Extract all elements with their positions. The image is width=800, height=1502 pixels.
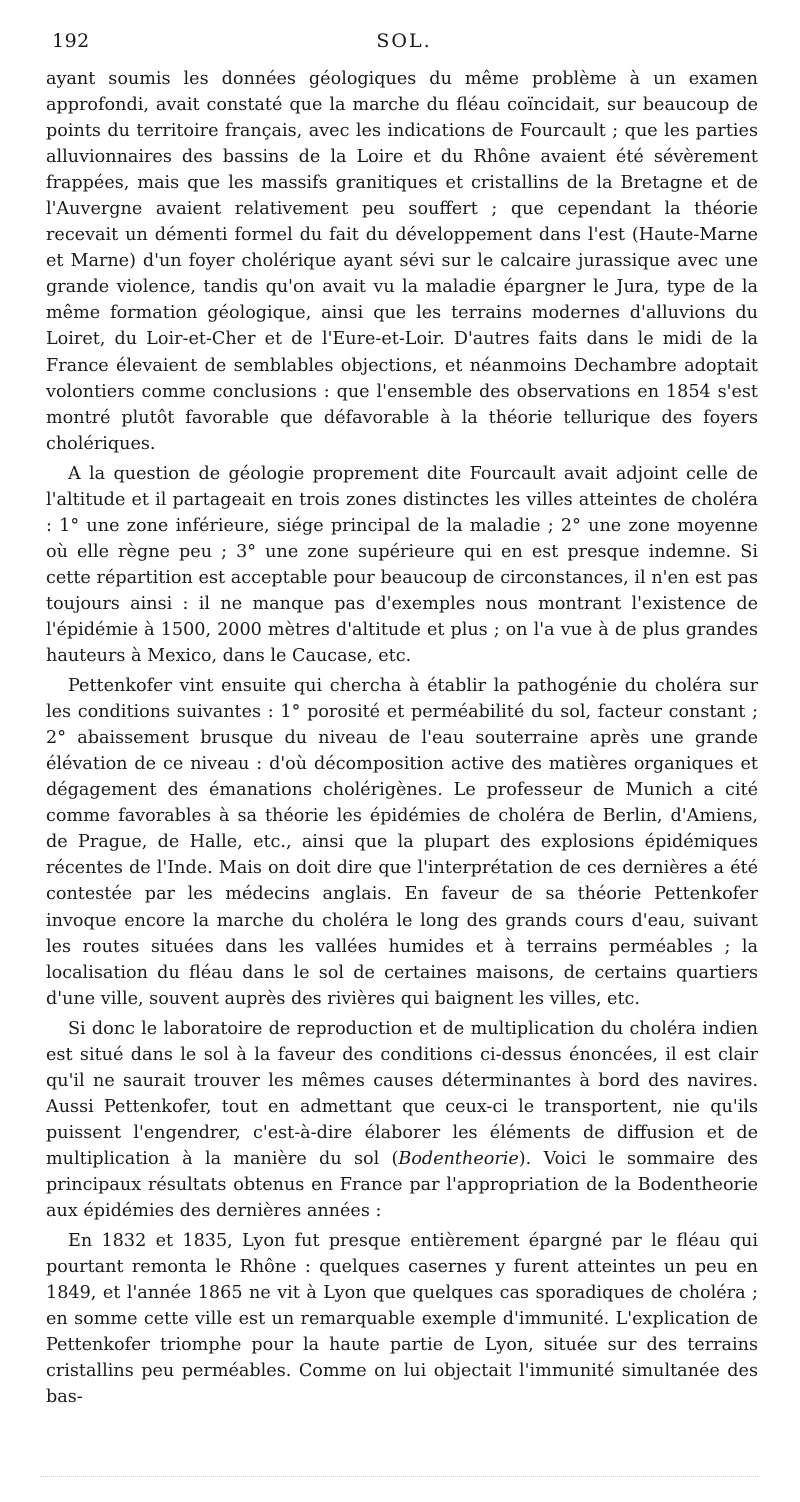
paragraph-altitude: A la question de géologie proprement dite Fourcault avait adjoint celle de l'altitude et il partageait en trois zones distinctes les villes atteintes de choléra : 1° une zone inférieure, siége principal de la maladie ; 2° une zone moyenne où elle règne peu ; 3° une zone supérieure qui en est presque indemne. Si cette répartition est acceptable pour beaucoup de circonstances, il n'en est pas toujours ainsi : il ne manque pas d'exemples nous montrant l'existence de l'épidémie à 1500, 2000 mètres d'altitude et plus ; on l'a vue à de plus grandes hauteurs à Mexico, dans le Caucase, etc. [46, 463, 758, 667]
paragraph-continuation: ayant soumis les données géologiques du même problème à un examen approfondi, avait constaté que la marche du fléau coïncidait, sur beaucoup de points du territoire français, avec les indications de Fourcault ; que les parties alluvionnaires des bassins de la Loire et du Rhône avaient été sévèrement frappées, mais que les massifs granitiques et cristallins de la Bretagne et de l'Auvergne avaient relativement peu souffert ; que cependant la théorie recevait un démenti formel du fait du développement dans l'est (Haute-Marne et Marne) d'un foyer cholérique ayant sévi sur le calcaire jurassique avec une grande violence, tandis qu'on avait vu la maladie épargner le Jura, type de la même formation géologique, ainsi que les terrains modernes d'alluvions du Loiret, du Loir-et-Cher et de l'Eure-et-Loir. D'autres faits dans le midi de la France élevaient de semblables objections, et néanmoins Dechambre adoptait volontiers comme conclusions : que l'ensemble des observations en 1854 s'est montré plutôt favorable que défavorable à la théorie tellurique des foyers cholériques. [46, 69, 758, 454]
running-title: SOL. [376, 30, 432, 52]
paragraph-text-after: ). Voici le sommaire des principaux résultats obtenus en France par l'appropriation de la Bodentheorie aux épidémies des dernières années : [46, 1148, 758, 1222]
paragraph-text-before: Si donc le laboratoire de reproduction et de multiplication du choléra indien est situé dans le sol à la faveur des conditions ci-dessus énoncées, il est clair qu'il ne saurait trouver les mêmes causes déterminantes à bord des navires. Aussi Pettenkofer, tout en admettant que ceux-ci le transportent, nie qu'ils puissent l'engendrer, c'est-à-dire élaborer les éléments de diffusion et de multiplication à la manière du sol ( [46, 1018, 758, 1169]
body-text [46, 66, 758, 1410]
paragraph-lyon: En 1832 et 1835, Lyon fut presque entièrement épargné par le fléau qui pourtant remonta le Rhône : quelques casernes y furent atteintes un peu en 1849, et l'année 1865 ne vit à Lyon que quelques cas sporadiques de choléra ; en somme cette ville est un remarquable exemple d'immunité. L'explication de Pettenkofer triomphe pour la haute partie de Lyon, située sur des terrains cristallins peu perméables. Comme on lui objectait l'immunité simultanée des bas- [46, 1231, 758, 1408]
italic-term: Bodentheorie [398, 1148, 519, 1169]
running-head [52, 30, 756, 60]
scan-artifact-line [40, 1466, 760, 1477]
paragraph-pettenkofer: Pettenkofer vint ensuite qui chercha à établir la pathogénie du choléra sur les conditions suivantes : 1° porosité et perméabilité du sol, facteur constant ; 2° abaissement brusque du niveau de l'eau souterraine après une grande élévation de ce niveau : d'où décomposition active des matières organiques et dégagement des émanations cholérigènes. Le professeur de Munich a cité comme favorables à sa théorie les épidémies de choléra de Berlin, d'Amiens, de Prague, de Halle, etc., ainsi que la plupart des explosions épidémiques récentes de l'Inde. Mais on doit dire que l'interprétation de ces dernières a été contestée par les médecins anglais. En faveur de sa théorie Pettenkofer invoque encore la marche du choléra le long des grands cours d'eau, suivant les routes situées dans les vallées humides et à terrains perméables ; la localisation du fléau dans le sol de certaines maisons, de certains quartiers d'une ville, souvent auprès des rivières qui baignent les villes, etc. [46, 676, 758, 1009]
page-number: 192 [52, 30, 90, 52]
paragraph-bodentheorie [46, 1016, 758, 1224]
